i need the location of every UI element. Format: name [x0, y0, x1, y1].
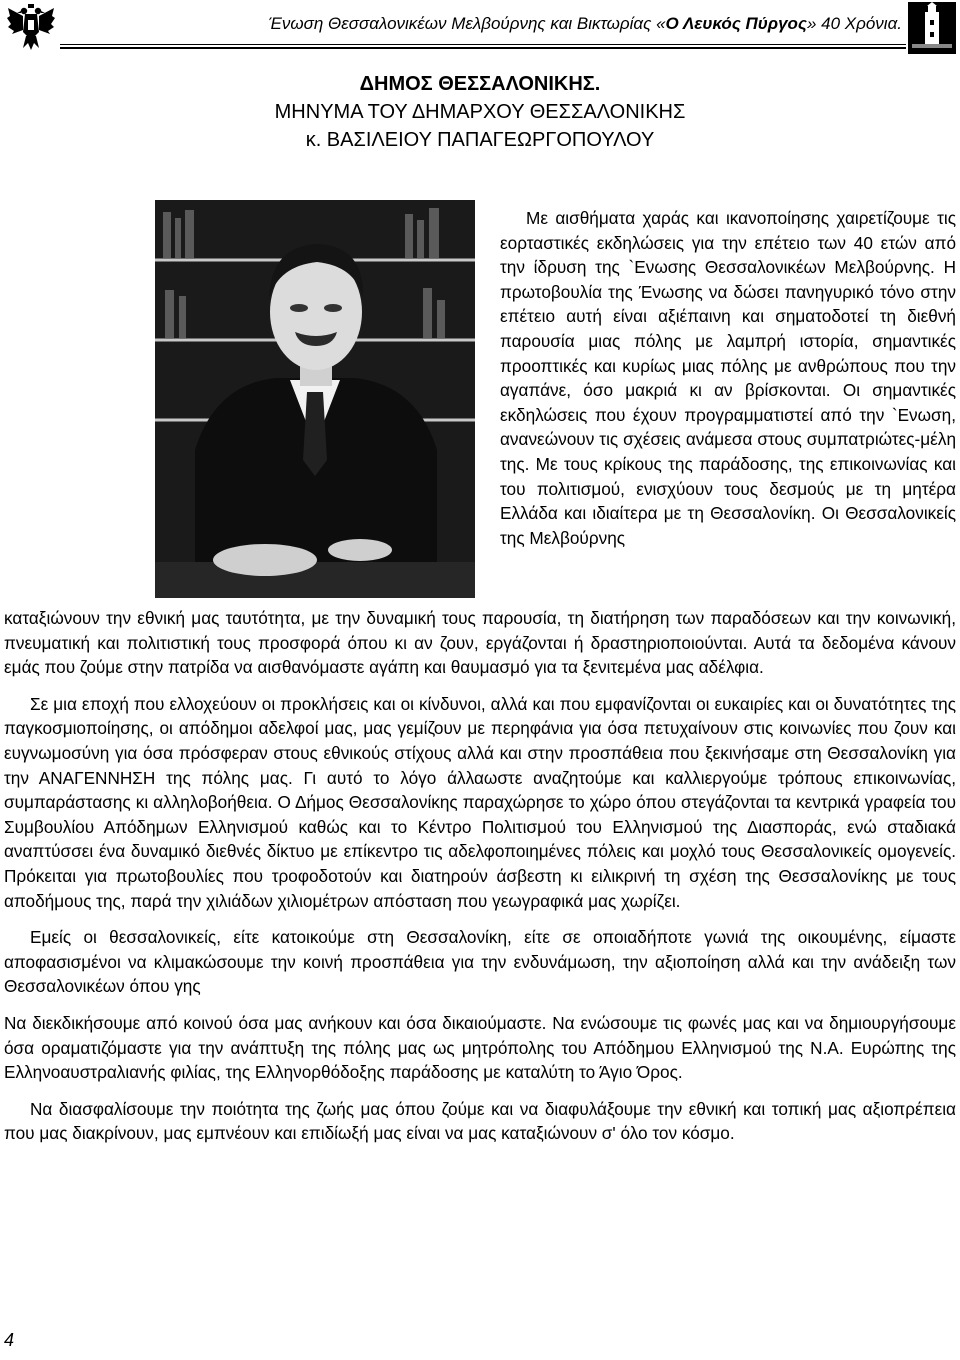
paragraph-claims: Να διεκδικήσουμε από κοινού όσα μας ανήκουν και όσα δικαιούμαστε. Να ενώσουμε τις φωνές μας και να δημιουργήσουμε όσα οραματιζόμαστε για την ανάπτυξη της πόλης μας ως μητρόπολης του Απόδημου Ελληνισμού της Ν.Α. Ευρώπης της Ελληνοαυστραλιανής φιλίας, της Ελληνορθόδοξης παράδοσης με καταλύτη το Άγιο Όρος.: [4, 1012, 956, 1083]
mayor-name: κ. ΒΑΣΙΛΕΙΟΥ ΠΑΠΑΓΕΩΡΓΟΠΟΥΛΟΥ: [305, 129, 655, 151]
intro-paragraph-continuation: καταξιώνουν την εθνική μας ταυτότητα, με την δυναμική τους παρουσία, τη διατήρηση των παραδόσεων και την κοινωνική, πνευματική και πολιτιστική τους προσφορά όπου κι αν ζουν, εργάζονται ή δραστηριοποιούνται. Αυτά τα δεδομένα κάνουν εμάς που ζούμε στην πατρίδα να αισθανόμαστε αγάπη και θαυμασμό για τα ξενιτεμένα μας αδέλφια.: [4, 608, 956, 678]
document-titles: [0, 70, 960, 154]
paragraph-globalization: Σε μια εποχή που ελλοχεύουν οι προκλήσεις και οι κίνδυνοι, αλλά και που εμφανίζονται οι ευκαιρίες και οι δυνατότητες της παγκοσμιοποίησης, οι απόδημοι αδελφοί μας, μας γεμίζουν με περηφάνια για όσα πετυχαίνουν στις κοινωνίες που ζουν και ευγνωμοσύνη για όσα πρόσφεραν στους εθνικούς στίχους αλλά και στην προσπάθεια που ξεκινήσαμε στη Θεσσαλονίκη για την ΑΝΑΓΕΝΝΗΣΗ της πόλης μας. Γι αυτό το λόγο άλλαωστε αναζητούμε και καλλιεργούμε τρόπους επικοινωνίας, συμπαράστασης κι αλληλοβοήθεια. Ο Δήμος Θεσσαλονίκης παραχώρησε το χώρο όπου στεγάζονται τα κεντρικά γραφεία του Συμβουλίου Απόδημων Ελληνισμού καθώς και το Κέντρο Πολιτισμού του Ελληνισμού της Διασποράς, ενώ σταδιακά αναπτύσσει ένα δυναμικό διεθνές δίκτυο με επίκεντρο τις αδελφοποιημένες πόλεις και μοχλό τους Θεσσαλονικείς ομογενείς. Πρόκειται για πρωτοβουλίες που τροφοδοτούν και διατηρούν άσβεστη κι ειλικρινή τη σχέση της Θεσσαλονίκης με τους αποδήμους της, παρά την χιλιάδων χιλιομέτρων απόσταση που γεωγραφικά μας χωρίζει.: [4, 693, 956, 911]
page-header: [0, 0, 960, 56]
paragraph-quality-of-life: Να διασφαλίσουμε την ποιότητα της ζωής μας όπου ζούμε και να διαφυλάξουμε την εθνική και τοπική μας αξιοπρέπεια που μας διακρίνουν, μας εμπνέουν και επιδίωξή μας είναι να μας καταξιώνουν σ' όλο τον κόσμο.: [4, 1098, 956, 1144]
header-divider: [60, 44, 906, 45]
header-title: Ένωση Θεσσαλονικέων Μελβούρνης και Βικτωρίας «Ο Λευκός Πύργος» 40 Χρόνια.: [268, 14, 902, 33]
header-divider-thick: [60, 47, 906, 49]
municipality-title: ΔΗΜΟΣ ΘΕΣΣΑΛΟΝΙΚΗΣ.: [359, 73, 601, 95]
body-text-block: [4, 606, 956, 1146]
page-number: 4: [4, 1330, 15, 1350]
message-title: ΜΗΝΥΜΑ ΤΟΥ ΔΗΜΑΡΧΟΥ ΘΕΣΣΑΛΟΝΙΚΗΣ: [274, 101, 686, 123]
white-tower-icon: [908, 2, 956, 54]
paragraph-thessalonians: Εμείς οι θεσσαλονικείς, είτε κατοικούμε στη Θεσσαλονίκη, είτε σε οποιαδήποτε γωνιά της οικουμένης, είμαστε αποφασισμένοι να κλιμακώσουμε την κοινή προσπάθεια για την ενδυνάμωση, την αξιοποίηση αλλά και την ανάδειξη των Θεσσαλονικέων όπου γης: [4, 927, 956, 997]
double-headed-eagle-icon: [6, 2, 56, 52]
mayor-portrait-photo: [155, 200, 475, 598]
intro-column: [500, 206, 956, 550]
intro-paragraph: Με αισθήματα χαράς και ικανοποίησης χαιρετίζουμε τις εορταστικές εκδηλώσεις για την επέτειο των 40 ετών από την ίδρυση της `Ενωσης Θεσσαλονικέων Μελβούρνης. Η πρωτοβουλία της Ένωσης να δώσει πανηγυρικό τόνο στην επέτειο αυτή είναι αξιέπαινη και σηματοδοτεί τη διεθνή παρουσία μιας πόλης με λαμπρή ιστορία, σημαντικές προοπτικές και κυρίως μιας πόλης με ανθρώπους που την αγαπάνε, όσο μακριά κι αν βρίσκονται. Οι σημαντικές εκδηλώσεις που έχουν προγραμματιστεί από την `Ενωση, ανανεώνουν τις σχέσεις ανάμεσα στους συμπατριώτες-μέλη της. Με τους κρίκους της παράδοσης, της επικοινωνίας και του πολιτισμού, ενισχύουν τους δεσμούς με τη μητέρα Ελλάδα και ιδιαίτερα με τη Θεσσαλονίκη. Οι Θεσσαλονικείς της Μελβούρνης: [500, 208, 956, 548]
